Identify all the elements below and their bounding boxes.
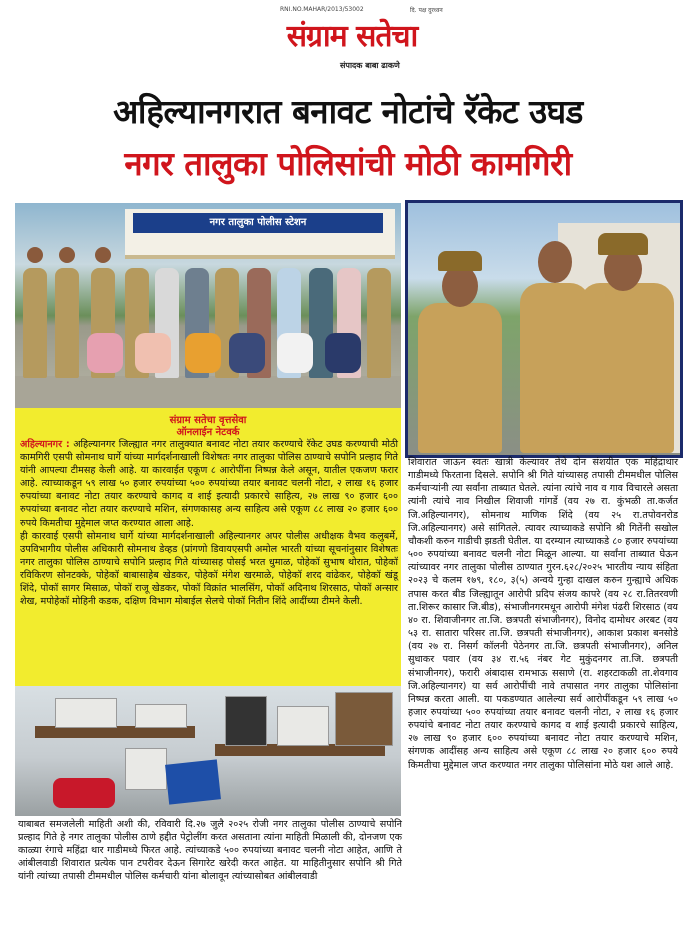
printer [277, 706, 329, 746]
news-network: ऑनलाईन नेटवर्क [176, 427, 240, 438]
officer-face [538, 241, 572, 283]
masthead-tag: दि. पक्ष दुरध्वन [410, 7, 443, 14]
figure-head [95, 247, 111, 263]
machine [335, 692, 393, 746]
printer [55, 698, 117, 728]
masthead [0, 0, 696, 84]
accused-figure [185, 333, 221, 373]
police-officer-figure [418, 303, 502, 453]
police-cap [598, 233, 648, 255]
news-agency: संग्राम सतेचा वृत्तसेवा [169, 415, 247, 426]
article-paragraph: शिवारात जाऊन स्वतः खात्री केल्यावर तेथे दोन संशयीत एक महिंद्राथार गाडीमध्ये फिरताना दिसले. सपोनि श्री गिते यांच्यासह तपासी टीममधील पोलिस कर्मचाऱ्यांनी त्या सर्वांना ताब्यात घेतले. त्यांना त्यांचे नाव व गाव विचारले असता त्यांनी त्यांचे नाव निखील शिवाजी गांगर्डे (वय २७ रा. कुंभळी ता.कर्जत जि.अहिल्यानगर), सोमनाथ माणिक शिंदे (वय २५ रा.तपोवनरोड जि.अहिल्यानगर) असे सांगितले. त्यावर त्याच्याकडे सपोनि श्री गितेंनी सखोल चौकशी करुन गाडीची झडती घेतील. या दरम्यान त्याच्याकडे ८० हजार रुपयांच्या ५०० रुपयांच्या बनावट चलनी नोटा मिळून आल्या. या सर्वांना ताब्यात घेऊन त्यांच्यावर नगर तालुका पोलीस ठाण्यात गुरन.६२८/२०२५ भारतीय न्याय संहिता २०२३ चे कलम १७९, १८०, ३(५) अन्वये गुन्हा दाखल करुन गुन्ह्याचे अधिक तपास करत बीड जिल्ह्यातून आरोपी प्रदिप संजय कापरे (वय २८ रा.तितरवणी ता.शिरूर कासार जि.बीड), संभाजीनगरमधून आरोपी मंगेश पंढरी शिरसाठ (वय ४० रा. शिवाजीनगर ता.जि. छत्रपती संभाजीनगर), विनोद दामोधर अरबट (वय ५३ रा. सातारा परिसर ता.जि. छत्रपती संभाजीनगर), आकाश प्रकाश बनसोडे (वय २७ रा. निसर्ग कॉलनी पेठेनगर ता.जि. छत्रपती संभाजीनगर), अनिल सुधाकर पवार (वय ३४ रा.५६ नंबर गेट मुकुंदनगर ता.जि. छत्रपती संभाजीनगर), फरारी अंबादास रामभाऊ ससाणे (रा. शहरटाकळी ता.शेवगाव जि.अहिल्यानगर) या सर्व आरोपींची नावे तपासात नगर तालुका पोलिसांना निष्पन्न करता आली. या पकडण्यात आलेल्या सर्व आरोपींकडून ५९ लाख ५० हजार रुपयांच्या ५०० रुपयांच्या तयार बनावट चलनी नोटा, २ लाख १६ हजार रुपयांचे बनावट नोटा तयार करण्याचे कागद व शाई इत्यादी प्रकारचे साहित्य, २७ लाख ९० हजार ६०० रुपयांच्या बनावट नोटा तयार करण्याचे मशिन, संगणक आदींसह अन्य साहित्य असे एकूण ८८ लाख २० हजार ६०० रुपये किमतीचा मुद्देमाल जप्त करण्यात नगर तालुका पोलिसांना मोठे यश आले आहे. [408, 457, 678, 771]
group-photo [15, 203, 401, 408]
figure-head [27, 247, 43, 263]
police-officer-figure [367, 268, 391, 378]
paragraph-text: अहिल्यानगर जिल्ह्यात नगर तालुक्यात बनावट नोटा तयार करण्याचे रॅकेट उघड करण्याची मोठी कामगिरी एसपी सोमनाथ घार्गे यांच्या मार्गदर्शनाखाली विशेषतः नगर तालुका पोलिस ठाण्याचे सपोनि प्रल्हाद गिते यांनी आपल्या टीमसह केली आहे. या कारवाईत एकूण ८ आरोपींना निष्पन्न केले असून, यातील एकजण फरार आहे. त्याच्याकडून ५९ लाख ५० हजार रुपयांच्या ५०० रुपयांच्या तयार बनावट चलनी नोटा, २ लाख १६ हजार रुपयांच्या बनावट नोटा तयार करण्याचे कागद व शाई इत्यादी प्रकारचे साहित्य, २७ लाख ९० हजार ६०० रुपयांच्या बनावट नोटा तयार करण्याचे मशिन, संगणकासह अन्य साहित्य असे एकूण ८८ लाख २० हजार ६०० रुपये किमतीचा मुद्देमाल जप्त करण्यात आला आहे. [20, 439, 398, 529]
computer-monitor [225, 696, 267, 746]
accused-figure [325, 333, 361, 373]
ground [15, 376, 401, 408]
figure-head [59, 247, 75, 263]
police-station-signboard: नगर तालुका पोलीस स्टेशन [133, 213, 383, 233]
accused-figure [229, 333, 265, 373]
editor-credit: संपादक बाबा ढाकणे [340, 61, 400, 70]
machine [135, 704, 187, 728]
blue-folder [165, 759, 221, 804]
officers-inspecting-photo [405, 200, 683, 458]
accused-figure [135, 333, 171, 373]
main-headline: अहिल्यानगरात बनावट नोटांचे रॅकेट उघड [113, 92, 583, 131]
police-officer-figure [580, 283, 674, 453]
accused-figure [87, 333, 123, 373]
police-cap [438, 251, 482, 271]
seized-equipment-photo [15, 686, 401, 816]
accused-figure [277, 333, 313, 373]
sub-headline: नगर तालुका पोलिसांची मोठी कामगिरी [124, 144, 572, 183]
article-intro [20, 438, 398, 608]
article-paragraph: याबाबत समजलेली माहिती अशी की, रविवारी दि.२७ जुलै २०२५ रोजी नगर तालुका पोलीस ठाण्याचे सपोनि प्रल्हाद गिते हे नगर तालुका पोलीस ठाणे हद्दीत पेट्रोलींग करत असताना त्यांना माहिती मिळाली की, दोनजण एक काळ्या रंगाचे महिंद्रा थार गाडीमध्ये फिरत आहे. त्यांच्याकडे ५०० रुपयांच्या बनावट चलनी नोटा आहेत, आणि ते आंबीलवाडी शिवारात प्रत्येक पान टपरीवर देऊन सिगारेट खरेदी करत आहेत. या माहितीनुसार सपोनि श्री गिते यांनी त्यांच्या तपासी टीममधील पोलिस कर्मचारी यांना बोलावून त्यांच्यासोबत आंबीलवाडी [18, 819, 402, 883]
officer-face [442, 265, 478, 307]
newspaper-logo: संग्राम सतेचा [286, 19, 418, 54]
article-paragraph [20, 438, 398, 530]
article-paragraph: ही कारवाई एसपी सोमनाथ घार्गे यांच्या मार्गदर्शनाखाली अहिल्यानगर अपर पोलीस अधीक्षक वैभव कलुबर्मे, उपविभागीय पोलीस अधिकारी सोमनाथ डेव्हड (प्रांगणो डिवायएसपी अमोल भारती यांच्या सूचनांनुसार विशेषतः नगर तालुका पोलिस ठाण्याचे सपोनि प्रल्हाद गिते यांच्यासह पोसई भरत धुमाळ, पोहेकॉ सुभाष थोरात, पोहेकॉ रविकिरण सोनटक्के, पोहेकॉ बाबासाहेब खेडकर, पोहेकॉ मंगेश खरमाळे, पोहेकॉ शरद वांढेकर, पोहेकॉ खंडू शिंदे, पोकॉ सागर मिसाळ, पोकॉ राजू खेडकर, पोकॉ विक्रांत भालसिंग, पोकॉ अदिनाथ शिरसाठ, पोकॉ अन्सार शेख, मपोहेकॉ मोहिनी कडक, दक्षिण विभाग मोबाईल सेलचे पोकॉ नितीन शिंदे आदींच्या टीमने केली. [20, 530, 398, 608]
article-right-column [408, 456, 678, 772]
police-officer-figure [23, 268, 47, 378]
dateline: अहिल्यानगर : [20, 439, 70, 450]
machine [125, 748, 167, 790]
police-officer-figure [55, 268, 79, 378]
red-bag [53, 778, 115, 808]
article-continued [18, 818, 402, 883]
registration-number: RNI.NO.MAHAR/2013/53002 [280, 6, 364, 13]
